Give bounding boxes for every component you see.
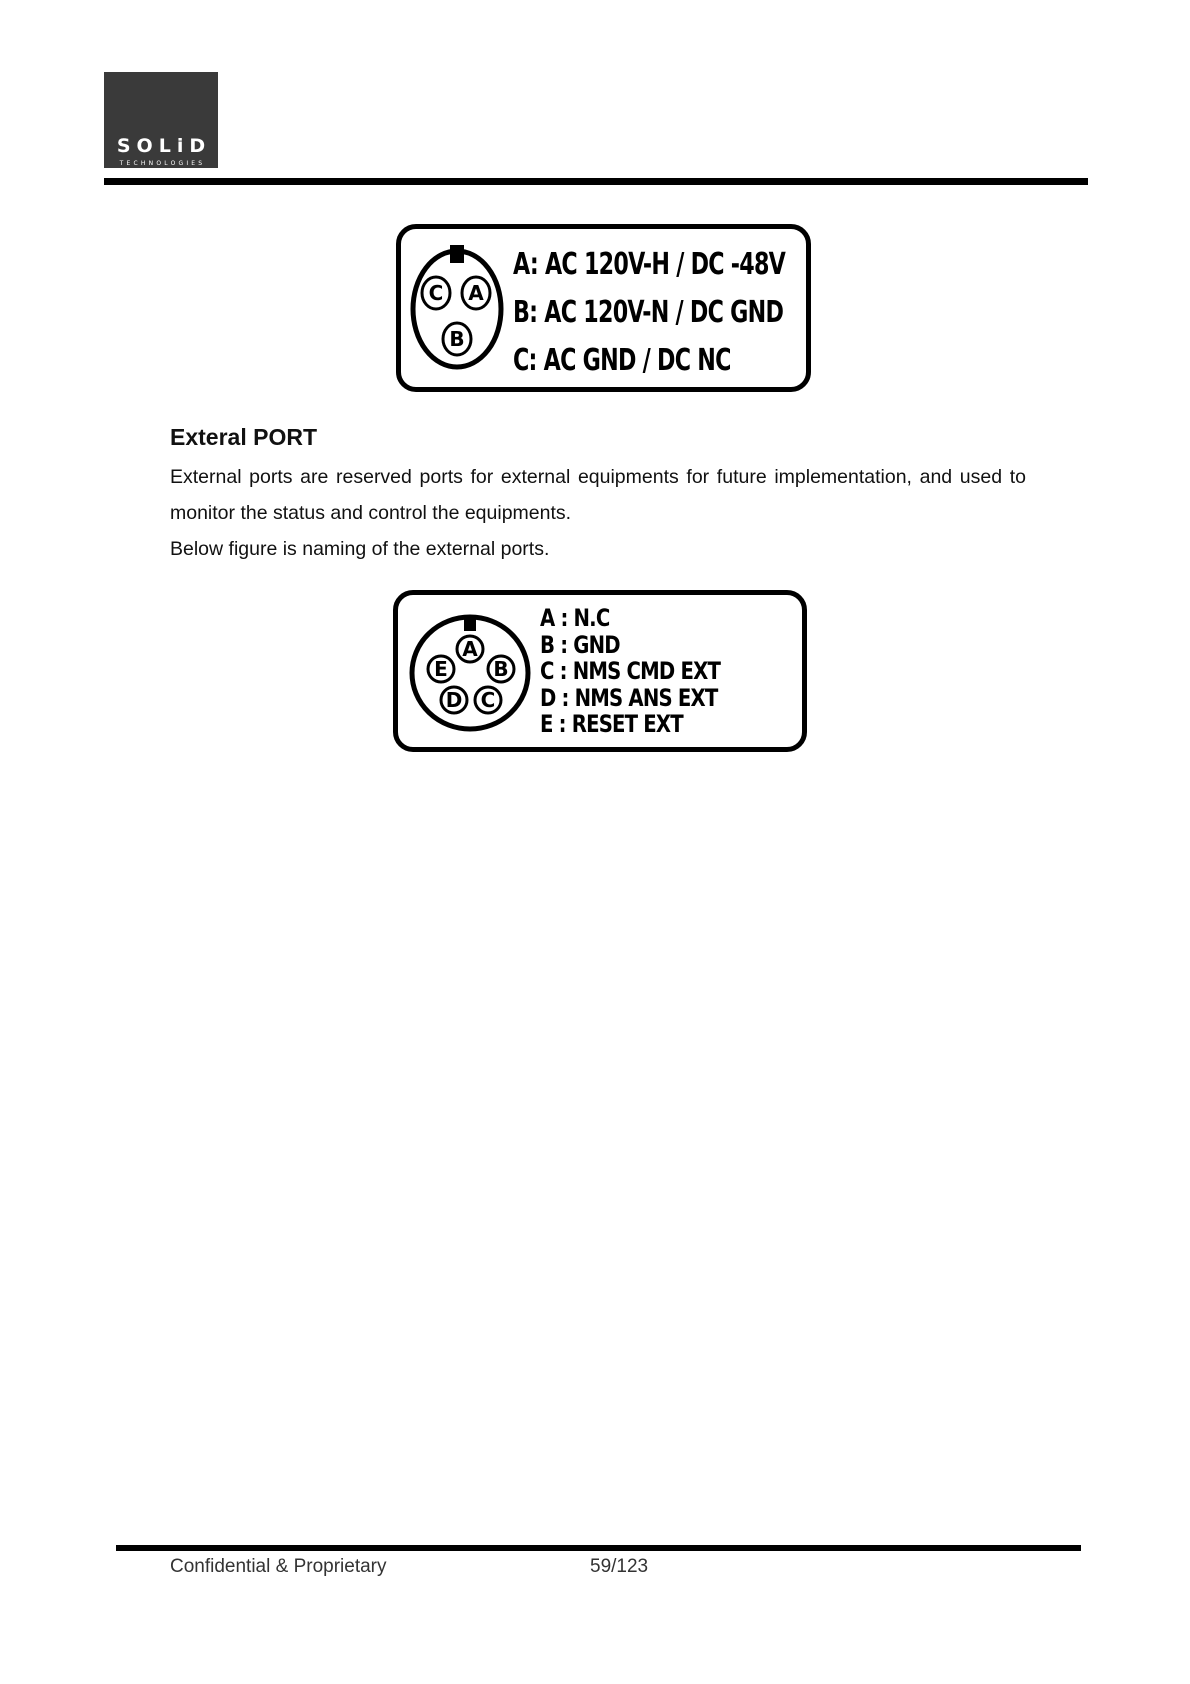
power-pin-a: A <box>468 281 484 305</box>
power-pin-line: A: AC 120V-H / DC -48V <box>513 247 786 282</box>
section-paragraph: External ports are reserved ports for external equipments for future implementation, and used to monitor the status and control the equipments. <box>170 466 1026 524</box>
external-connector-icon <box>406 605 536 737</box>
ext-pin-e: E <box>434 657 448 681</box>
power-pin-c: C <box>428 281 444 305</box>
ext-pin-c: C <box>480 688 496 712</box>
external-pin-list <box>540 605 760 738</box>
power-connector-icon <box>405 237 509 379</box>
section-heading: Exteral PORT <box>170 424 317 450</box>
ext-pin-line: E : RESET EXT <box>540 710 683 738</box>
ext-pin-d: D <box>445 688 463 712</box>
figure-intro-text: Below figure is naming of the external ports. <box>170 538 550 560</box>
power-pin-line: B: AC 120V-N / DC GND <box>513 295 784 330</box>
external-port-label <box>393 590 807 752</box>
ext-pin-b: B <box>493 657 509 681</box>
footer-confidential: Confidential & Proprietary <box>170 1556 387 1577</box>
ext-pin-line: A : N.C <box>540 604 610 632</box>
ext-pin-line: B : GND <box>540 630 620 659</box>
power-pin-list <box>513 241 881 385</box>
power-connector-label <box>396 224 811 392</box>
power-pin-b: B <box>449 327 465 351</box>
company-logo <box>104 72 218 168</box>
ext-pin-line: D : NMS ANS EXT <box>540 683 718 712</box>
ext-pin-line: C : NMS CMD EXT <box>540 657 721 685</box>
logo-subtitle: TECHNOLOGIES <box>119 160 206 167</box>
ext-pin-a: A <box>462 637 478 661</box>
logo-wordmark: SOLiD <box>116 135 212 157</box>
power-pin-line: C: AC GND / DC NC <box>513 343 731 378</box>
header-rule <box>104 178 1088 185</box>
page-number: 59/123 <box>590 1556 649 1577</box>
footer-rule <box>116 1545 1081 1551</box>
